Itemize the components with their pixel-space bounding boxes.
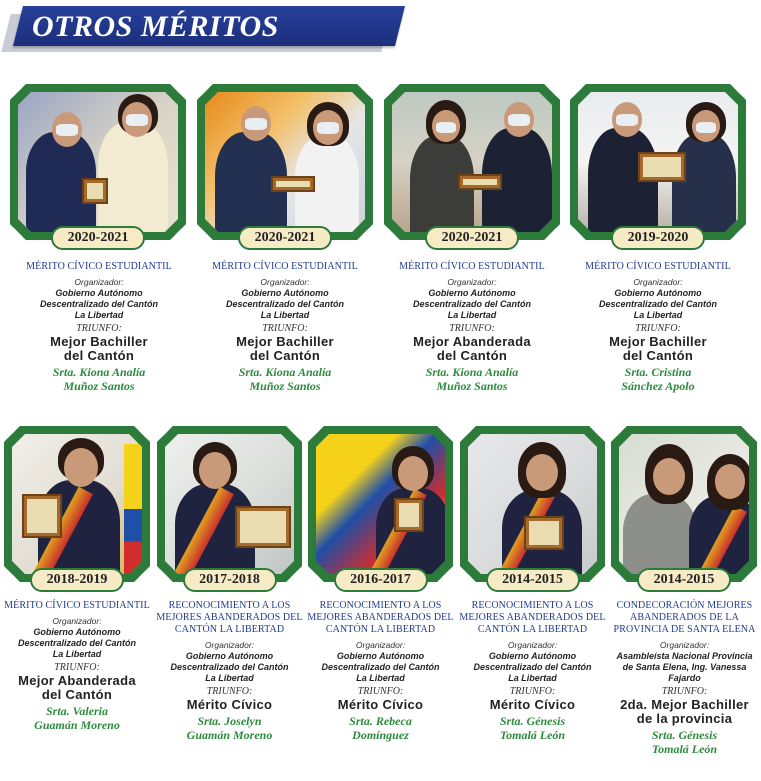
award-photo [619,434,749,574]
triumph-label: TRIUNFO: [661,686,708,697]
person-head [715,464,745,499]
triumph-label: TRIUNFO: [76,323,122,334]
merit-info [305,600,456,742]
award-plaque [638,152,686,182]
organizer-label: Organizador: [507,640,558,650]
merit-info [154,600,305,742]
photo-frame [308,426,453,582]
merit-info [200,261,370,393]
face-mask [508,114,530,126]
photo-frame [611,426,757,582]
award-title: MÉRITO CÍVICO ESTUDIANTIL [399,261,545,272]
triumph-title: Mejor Abanderada del Cantón [18,673,136,702]
award-photo [18,92,178,232]
award-title: MÉRITO CÍVICO ESTUDIANTIL [212,261,358,272]
award-photo [468,434,597,574]
merit-info [387,261,557,393]
triumph-label: TRIUNFO: [509,686,556,697]
student-name: Srta. Génesis Tomalá León [499,714,566,742]
triumph-title: 2da. Mejor Bachiller de la provincia [620,697,749,726]
merit-info [14,261,184,393]
year-badge: 2020-2021 [51,226,145,250]
award-photo [205,92,365,232]
organizer-label: Organizador: [633,277,683,287]
organizer-label: Organizador: [260,277,310,287]
student-name: Srta. Joselyn Guamán Moreno [186,714,273,742]
page-title: OTROS MÉRITOS [32,10,279,43]
student-name: Srta. Rebeca Domínguez [349,714,412,742]
face-mask [126,114,148,126]
student-name: Srta. Valeria Guamán Moreno [34,704,120,732]
photo-frame [197,84,373,240]
person-figure [623,494,697,574]
award-title: MÉRITO CÍVICO ESTUDIANTIL [26,261,172,272]
organizer-name: Asambleísta Nacional Provincia de Santa Elena, Ing. Vanessa Fajardo [616,651,753,683]
organizer-label: Organizador: [659,640,710,650]
triumph-title: Mérito Cívico [186,697,273,712]
award-plaque [458,174,502,190]
merit-info [608,600,761,756]
award-title: CONDECORACIÓN MEJORES ABANDERADOS DE LA PROVINCIA DE SANTA ELENA [613,600,756,635]
face-mask [317,122,339,134]
award-photo [578,92,738,232]
face-mask [56,124,78,136]
year-badge: 2014-2015 [637,568,731,592]
photo-frame [570,84,746,240]
person-figure [98,122,168,232]
person-head [199,452,231,489]
organizer-name: Gobierno Autónomo Descentralizado del Cantón La Libertad [473,651,592,683]
student-name: Srta. Kiona Analía Muñoz Santos [52,365,146,393]
year-badge: 2020-2021 [425,226,519,250]
triumph-label: TRIUNFO: [635,323,681,334]
organizer-name: Gobierno Autónomo Descentralizado del Cantón La Libertad [412,288,532,320]
organizer-label: Organizador: [74,277,124,287]
person-figure [672,134,736,232]
triumph-label: TRIUNFO: [449,323,495,334]
triumph-title: Mejor Bachiller del Cantón [609,334,707,363]
student-name: Srta. Kiona Analía Muñoz Santos [238,365,332,393]
triumph-title: Mejor Bachiller del Cantón [236,334,334,363]
award-plaque [524,516,564,550]
photo-frame [4,426,150,582]
organizer-name: Gobierno Autónomo Descentralizado del Cantón La Libertad [598,288,718,320]
photo-frame [460,426,605,582]
award-title: RECONOCIMIENTO A LOS MEJORES ABANDERADOS DEL CANTÓN LA LIBERTAD [156,600,303,635]
student-name: Srta. Kiona Analía Muñoz Santos [425,365,519,393]
header-banner [12,6,400,50]
award-photo [12,434,142,574]
year-badge: 2014-2015 [486,568,580,592]
organizer-name: Gobierno Autónomo Descentralizado del Cantón La Libertad [321,651,440,683]
person-head [653,458,685,495]
student-name: Srta. Génesis Tomalá León [651,728,718,756]
face-mask [245,118,267,130]
award-title: MÉRITO CÍVICO ESTUDIANTIL [4,600,150,611]
award-photo [392,92,552,232]
person-head [526,454,558,491]
face-mask [616,114,638,126]
year-badge: 2016-2017 [334,568,428,592]
year-badge: 2017-2018 [183,568,277,592]
student-name: Srta. Cristina Sánchez Apolo [621,365,695,393]
award-plaque [82,178,108,204]
triumph-label: TRIUNFO: [54,662,100,673]
flag-shape [124,444,142,574]
triumph-title: Mérito Cívico [337,697,424,712]
award-title: RECONOCIMIENTO A LOS MEJORES ABANDERADOS DEL CANTÓN LA LIBERTAD [459,600,606,635]
photo-frame [384,84,560,240]
triumph-label: TRIUNFO: [357,686,404,697]
photo-frame [10,84,186,240]
person-head [398,456,428,491]
photo-frame [157,426,302,582]
triumph-label: TRIUNFO: [262,323,308,334]
organizer-name: Gobierno Autónomo Descentralizado del Cantón La Libertad [170,651,289,683]
organizer-label: Organizador: [52,616,102,626]
year-badge: 2020-2021 [238,226,332,250]
award-plaque [22,494,62,538]
organizer-label: Organizador: [204,640,255,650]
merit-info [573,261,743,393]
award-title: MÉRITO CÍVICO ESTUDIANTIL [585,261,731,272]
face-mask [696,122,716,133]
triumph-label: TRIUNFO: [206,686,253,697]
year-badge: 2018-2019 [30,568,124,592]
organizer-name: Gobierno Autónomo Descentralizado del Cantón La Libertad [17,627,137,659]
award-photo [165,434,294,574]
organizer-label: Organizador: [447,277,497,287]
year-badge: 2019-2020 [611,226,705,250]
award-plaque [394,498,424,532]
organizer-name: Gobierno Autónomo Descentralizado del Cantón La Libertad [39,288,159,320]
award-plaque [235,506,291,548]
triumph-title: Mejor Abanderada del Cantón [413,334,531,363]
award-plaque [271,176,315,192]
merit-info [0,600,154,732]
award-title: RECONOCIMIENTO A LOS MEJORES ABANDERADOS DEL CANTÓN LA LIBERTAD [307,600,454,635]
organizer-name: Gobierno Autónomo Descentralizado del Cantón La Libertad [225,288,345,320]
award-photo [316,434,445,574]
triumph-title: Mejor Bachiller del Cantón [50,334,148,363]
face-mask [436,122,456,133]
triumph-title: Mérito Cívico [489,697,576,712]
organizer-label: Organizador: [355,640,406,650]
merit-info [457,600,608,742]
person-head [64,448,98,487]
